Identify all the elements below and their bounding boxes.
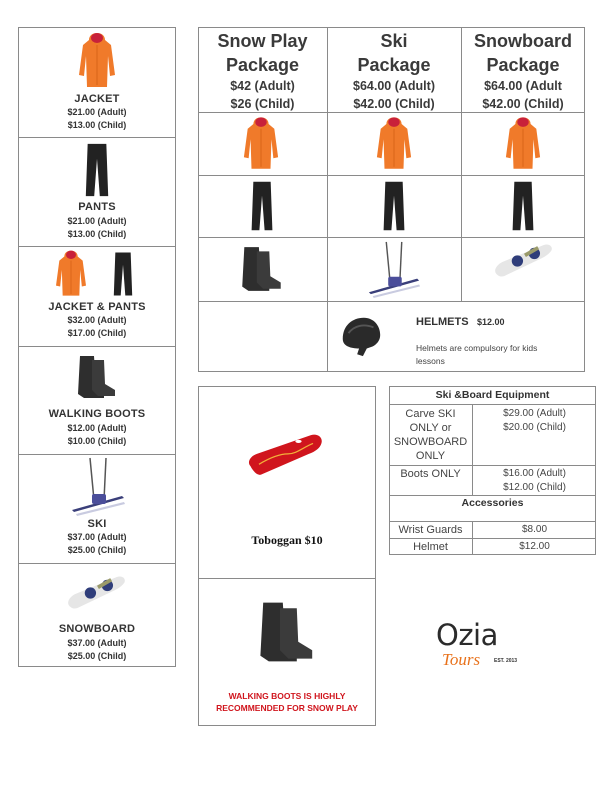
package-title: Ski [380, 31, 408, 51]
divider [198, 237, 585, 238]
package-title: Package [357, 55, 431, 75]
rental-name: WALKING BOOTS [48, 408, 146, 420]
package-adult-price: $64.00 (Adult [484, 79, 562, 93]
boots-note-line: RECOMMENDED FOR SNOW PLAY [216, 703, 358, 713]
package-adult-price: $64.00 (Adult) [353, 79, 435, 93]
logo-est: EST. 2013 [494, 658, 518, 664]
rental-adult-price: $21.00 (Adult) [67, 216, 127, 226]
rental-item-pants [18, 137, 176, 246]
package-adult-price: $42 (Adult) [230, 79, 295, 93]
child-price: $12.00 (Child) [503, 482, 566, 493]
accessory-item: Helmet [413, 541, 448, 553]
divider [198, 175, 585, 176]
boots-icon [252, 596, 322, 668]
accessory-item: Wrist Guards [398, 524, 463, 536]
pants-icon [249, 178, 275, 234]
rental-adult-price: $32.00 (Adult) [67, 315, 127, 325]
pants-icon [111, 251, 135, 297]
rental-child-price: $13.00 (Child) [67, 120, 127, 130]
snowboard-icon [64, 573, 130, 613]
item-line: ONLY or [409, 422, 452, 434]
divider [389, 465, 596, 466]
rental-name: JACKET & PANTS [48, 301, 146, 313]
child-price: $20.00 (Child) [503, 422, 566, 433]
jacket-icon [54, 249, 88, 299]
rental-adult-price: $21.00 (Adult) [67, 107, 127, 117]
rental-child-price: $25.00 (Child) [67, 651, 127, 661]
rental-item-ski [18, 454, 176, 563]
divider [389, 404, 596, 405]
rental-item-snowboard [18, 563, 176, 667]
jacket-icon [77, 31, 117, 91]
equipment-price [473, 467, 596, 495]
boots-recommendation [198, 690, 376, 714]
item-line: Carve SKI [405, 408, 456, 420]
boots-note-line: WALKING BOOTS IS HIGHLY [228, 691, 346, 701]
package-child-price: $42.00 (Child) [482, 97, 564, 111]
divider [389, 521, 596, 522]
rental-adult-price: $12.00 (Adult) [67, 423, 127, 433]
package-child-price: $26 (Child) [230, 97, 295, 111]
package-title: Package [486, 55, 560, 75]
divider [198, 301, 585, 302]
jacket-icon [504, 115, 542, 173]
equipment-price [473, 407, 596, 435]
pants-icon [381, 178, 407, 234]
item-line: Boots ONLY [400, 468, 461, 480]
logo-sub: Tours [442, 650, 481, 669]
rental-adult-price: $37.00 (Adult) [67, 638, 127, 648]
ski-icon [365, 240, 423, 298]
logo-brand: Ozia [436, 618, 498, 652]
divider [389, 495, 596, 496]
helmet-icon [337, 311, 385, 361]
toboggan-icon [244, 431, 328, 483]
ozia-tours-logo [436, 620, 536, 680]
package-title: Snow Play [217, 31, 308, 51]
accessory-price: $8.00 [521, 524, 548, 535]
boots-icon [236, 240, 288, 298]
boots-icon [72, 350, 122, 404]
package-header-ski [327, 29, 461, 113]
accessory-price: $12.00 [519, 541, 550, 552]
accessories-title: Accessories [461, 497, 524, 509]
ski-icon [68, 456, 128, 516]
snowboard-icon [491, 240, 557, 282]
toboggan-label: Toboggan $10 [251, 533, 323, 547]
helmets-label: HELMETS [416, 316, 469, 328]
rental-name: PANTS [78, 201, 116, 213]
package-header-snow-play [198, 29, 327, 113]
jacket-icon [242, 115, 280, 173]
rental-name: SKI [87, 518, 107, 530]
package-title: Snowboard [474, 31, 572, 51]
rental-item-jacket-pants [18, 246, 176, 346]
rental-child-price: $10.00 (Child) [67, 436, 127, 446]
rental-item-jacket [18, 27, 176, 137]
item-line: ONLY [415, 450, 446, 462]
item-line: SNOWBOARD [393, 436, 468, 448]
rental-name: JACKET [74, 93, 120, 105]
rental-child-price: $25.00 (Child) [67, 545, 127, 555]
helmets-price: $12.00 [477, 317, 505, 327]
helmets-note: Helmets are compulsory for kids lessons [416, 343, 538, 366]
adult-price: $16.00 (Adult) [503, 468, 566, 479]
pants-icon [510, 178, 536, 234]
adult-price: $29.00 (Adult) [503, 408, 566, 419]
package-child-price: $42.00 (Child) [353, 97, 435, 111]
package-header-snowboard [461, 29, 585, 113]
rental-child-price: $17.00 (Child) [67, 328, 127, 338]
divider [198, 578, 376, 579]
rental-item-walking-boots [18, 346, 176, 454]
jacket-icon [375, 115, 413, 173]
rental-name: SNOWBOARD [58, 623, 136, 635]
rental-adult-price: $37.00 (Adult) [67, 532, 127, 542]
pants-icon [82, 142, 112, 198]
helmets-info [416, 312, 581, 368]
rental-child-price: $13.00 (Child) [67, 229, 127, 239]
equipment-title: Ski &Board Equipment [435, 389, 550, 401]
divider [389, 538, 596, 539]
equipment-item [389, 467, 472, 481]
equipment-item [389, 407, 472, 463]
package-title: Package [225, 55, 300, 75]
